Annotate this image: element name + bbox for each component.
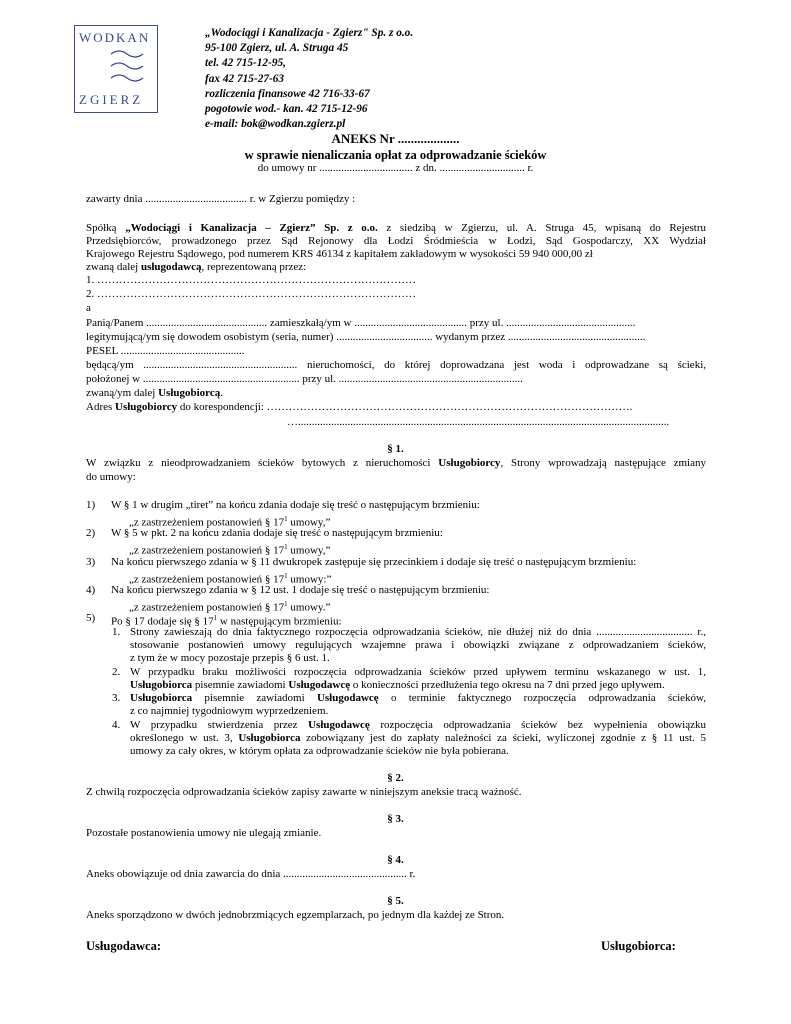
subitem-1-line2: stosowanie postanowień umowy regulujących wzajemne prawa i obowiązki związane z odprowadzaniem ścieków, — [130, 639, 706, 651]
bold-party: Usługobiorca — [130, 692, 193, 704]
section-2-title: § 2. — [387, 772, 404, 784]
logo-text-top: WODKAN — [79, 30, 151, 45]
subitem-3-line1 — [130, 692, 706, 705]
subitem-1-line1: Strony zawieszają do dnia faktycznego rozpoczęcia odprowadzania ścieków, nie dłużej niż do dnia ................................... r., — [130, 626, 706, 638]
party1-line2: Przedsiębiorców, prowadzonego przez Sąd Rejonowy dla Łodzi Śródmieścia w Łodzi, Sąd Gospodarczy, XX Wydział — [86, 235, 706, 247]
subitem-4-line3: umowy za cały okres, w którym opłata za odprowadzanie ścieków nie była pobierana. — [130, 745, 509, 757]
party2-address-rest: do korespondencji: ………………………………………………………………………………………. — [177, 401, 633, 413]
company-email: e-mail: bok@wodkan.zgierz.pl — [205, 118, 346, 131]
s1-intro-rest: , Strony wprowadzają następujące zmiany — [500, 457, 706, 469]
item-text: Na końcu pierwszego zdania w § 12 ust. 1 dodaje się treść o następującym brzmieniu: — [111, 584, 490, 596]
party2-line4: będącą/ym ........................................................ nieruchomości, do której doprowadzana jest woda i odprowadzane są ścieki, — [86, 359, 706, 371]
bold-party: Usługodawcę — [316, 692, 379, 704]
text-span: zobowiązany jest do zapłaty należności za ścieki, wyliczonej zgodnie z § 11 ust. 5 — [300, 732, 706, 744]
text-span: o terminie faktycznego rozpoczęcia odprowadzania ścieków, — [378, 692, 706, 704]
text-span: o konieczności przedłużenia tego okresu na 7 dni przed jego upływem. — [350, 679, 665, 691]
text-span: określonego w ust. 3, — [130, 732, 239, 744]
party2-address-continued: …....................................................................................................................................... — [287, 416, 670, 428]
party1-company-name: „Wodociągi i Kanalizacja – Zgierz” Sp. z o.o. — [125, 222, 378, 234]
company-address: 95-100 Zgierz, ul. A. Struga 45 — [205, 42, 349, 55]
representative-2: 2. …………………………………………………………………………… — [86, 288, 416, 300]
party2-address-role: Usługobiorcy — [115, 401, 178, 413]
superscript: 1 — [284, 600, 288, 608]
subitem-2-line2 — [130, 679, 665, 692]
s1-intro-bold: Usługobiorcy — [438, 457, 501, 469]
annex-title: ANEKS Nr ................... — [331, 131, 460, 146]
company-phone: tel. 42 715-12-95, — [205, 57, 286, 70]
item-number: 3) — [86, 556, 96, 568]
intro-line: zawarty dnia ..................................... r. w Zgierzu pomiędzy : — [86, 193, 356, 205]
party2-line5: położonej w ......................................................... przy ul. ................................................................... — [86, 373, 523, 385]
item-number: 2) — [86, 527, 96, 539]
subitem-number: 3. — [112, 692, 121, 704]
subitem-1-line3: z tym że w mocy pozostaje przepis § 6 ust. 1. — [130, 652, 330, 664]
item-quote-end: umowy,” — [287, 544, 331, 557]
signature-recipient: Usługobiorca: — [601, 939, 676, 953]
subitem-4-line2 — [130, 732, 706, 745]
logo-text-bottom: ZGIERZ — [79, 92, 144, 107]
party1-line4-lead: zwaną dalej — [86, 261, 141, 273]
party2-line6 — [86, 387, 223, 400]
section-1-intro-line2: do umowy: — [86, 471, 136, 483]
subitem-number: 4. — [112, 719, 121, 731]
party1-line3: Krajowego Rejestru Sądowego, pod numerem KRS 46134 z kapitałem zakładowym w wysokości 59 940 000,00 zł — [86, 248, 593, 260]
section-3-text: Pozostałe postanowienia umowy nie ulegają zmianie. — [86, 827, 322, 839]
party2-line6-lead: zwaną/ym dalej — [86, 387, 159, 399]
party2-address-lead: Adres — [86, 401, 116, 413]
section-4-title: § 4. — [387, 854, 404, 866]
item5-text-end: w następującym brzmieniu: — [217, 615, 342, 628]
party1-line4 — [86, 261, 306, 274]
bold-party: Usługodawcę — [308, 719, 370, 731]
section-4-text: Aneks obowiązuje od dnia zawarcia do dnia ............................................. r. — [86, 868, 416, 880]
item-number: 4) — [86, 584, 96, 596]
section-5-title: § 5. — [387, 895, 404, 907]
party2-line2: legitymującą/ym się dowodem osobistym (seria, numer) ................................... wydanym przez .................................................. — [86, 331, 646, 343]
party2-line6-rest: . — [220, 387, 223, 399]
superscript: 1 — [213, 614, 218, 622]
party2-pesel: PESEL ............................................. — [86, 345, 245, 357]
party2-line1: Panią/Panem ............................................ zamieszkałą/ym w ......................................... przy ul. ............................................... — [86, 317, 636, 329]
section-1-title: § 1. — [387, 443, 404, 455]
party2-address-line — [86, 401, 632, 414]
item-text: Na końcu pierwszego zdania w § 11 dwukropek zastępuje się przecinkiem i dodaje się treść o następującym brzmieniu: — [111, 556, 637, 568]
subitem-number: 2. — [112, 666, 121, 678]
company-fax: fax 42 715-27-63 — [205, 72, 285, 85]
text-span: W przypadku stwierdzenia przez — [130, 719, 309, 731]
item5-text: Po § 17 dodaje się § 17 — [111, 615, 214, 628]
subitem-4-line1 — [130, 719, 706, 732]
company-finance-phone: rozliczenia finansowe 42 716-33-67 — [205, 87, 370, 100]
superscript: 1 — [284, 543, 288, 551]
signature-provider: Usługodawca: — [86, 939, 162, 953]
item-quote-end: umowy:” — [287, 573, 332, 586]
company-info — [205, 26, 413, 132]
subitem-number: 1. — [112, 626, 121, 638]
party2-role: Usługobiorcą — [158, 387, 221, 399]
company-logo — [74, 25, 158, 113]
bold-party: Usługobiorca — [130, 679, 193, 691]
item-quote-end: umowy,” — [287, 516, 331, 529]
representative-1: 1. …………………………………………………………………………… — [86, 274, 416, 286]
subitem-3-line2: z co najmniej tygodniowym wyprzedzeniem. — [130, 705, 329, 717]
item-text: W § 5 w pkt. 2 na końcu zdania dodaje się treść o następującym brzmieniu: — [111, 527, 443, 539]
section-1-intro — [86, 457, 706, 470]
section-5-text: Aneks sporządzono w dwóch jednobrzmiących egzemplarzach, po jednym dla każdej ze Stron. — [86, 909, 505, 921]
wave-icon — [109, 48, 149, 88]
party1-rest: z siedzibą w Zgierzu, ul. A. Struga 45, wpisaną do Rejestru — [377, 222, 707, 234]
party1-role: usługodawcą — [140, 261, 202, 273]
party1-lead: Spółką — [86, 222, 126, 234]
item-quote-text: „z zastrzeżeniem postanowień § 17 — [129, 544, 285, 557]
company-emergency-phone: pogotowie wod.- kan. 42 715-12-96 — [205, 103, 368, 116]
text-span: pisemnie zawiadomi — [192, 679, 289, 691]
subitem-2-line1: W przypadku braku możliwości rozpoczęcia odprowadzania ścieków przed upływem terminu wskazanego w ust. 1, — [130, 666, 706, 678]
item-quote-text: „z zastrzeżeniem postanowień § 17 — [129, 573, 285, 586]
s1-intro-lead: W związku z nieodprowadzaniem ścieków bytowych z nieruchomości — [86, 457, 439, 469]
item-quote-text: „z zastrzeżeniem postanowień § 17 — [129, 601, 285, 614]
section-3-title: § 3. — [387, 813, 404, 825]
superscript: 1 — [284, 515, 288, 523]
section-2-text: Z chwilą rozpoczęcia odprowadzania ścieków zapisy zawarte w niniejszym aneksie tracą ważność. — [86, 786, 522, 798]
text-span: rozpoczęcia odprowadzania ścieków bez wypełnienia obowiązku — [369, 719, 706, 731]
text-span: pisemnie zawiadomi — [192, 692, 317, 704]
conjunction-and: a — [86, 302, 91, 314]
annex-subject: w sprawie nienaliczania opłat za odprowadzanie ścieków — [244, 148, 547, 162]
contract-reference: do umowy nr .................................. z dn. ............................... r. — [257, 162, 534, 174]
item-text: W § 1 w drugim „tiret” na końcu zdania dodaje się treść o następującym brzmieniu: — [111, 499, 480, 511]
item-number: 5) — [86, 612, 96, 624]
party1-line4-rest: , reprezentowaną przez: — [201, 261, 307, 273]
item-quote-text: „z zastrzeżeniem postanowień § 17 — [129, 516, 285, 529]
company-name: „Wodociągi i Kanalizacja - Zgierz" Sp. z o.o. — [205, 27, 414, 39]
item-quote-end: umowy.” — [287, 601, 331, 614]
party1-line1 — [86, 222, 706, 235]
item-number: 1) — [86, 499, 96, 511]
superscript: 1 — [284, 572, 288, 580]
bold-party: Usługodawcę — [288, 679, 351, 691]
bold-party: Usługobiorca — [238, 732, 301, 744]
